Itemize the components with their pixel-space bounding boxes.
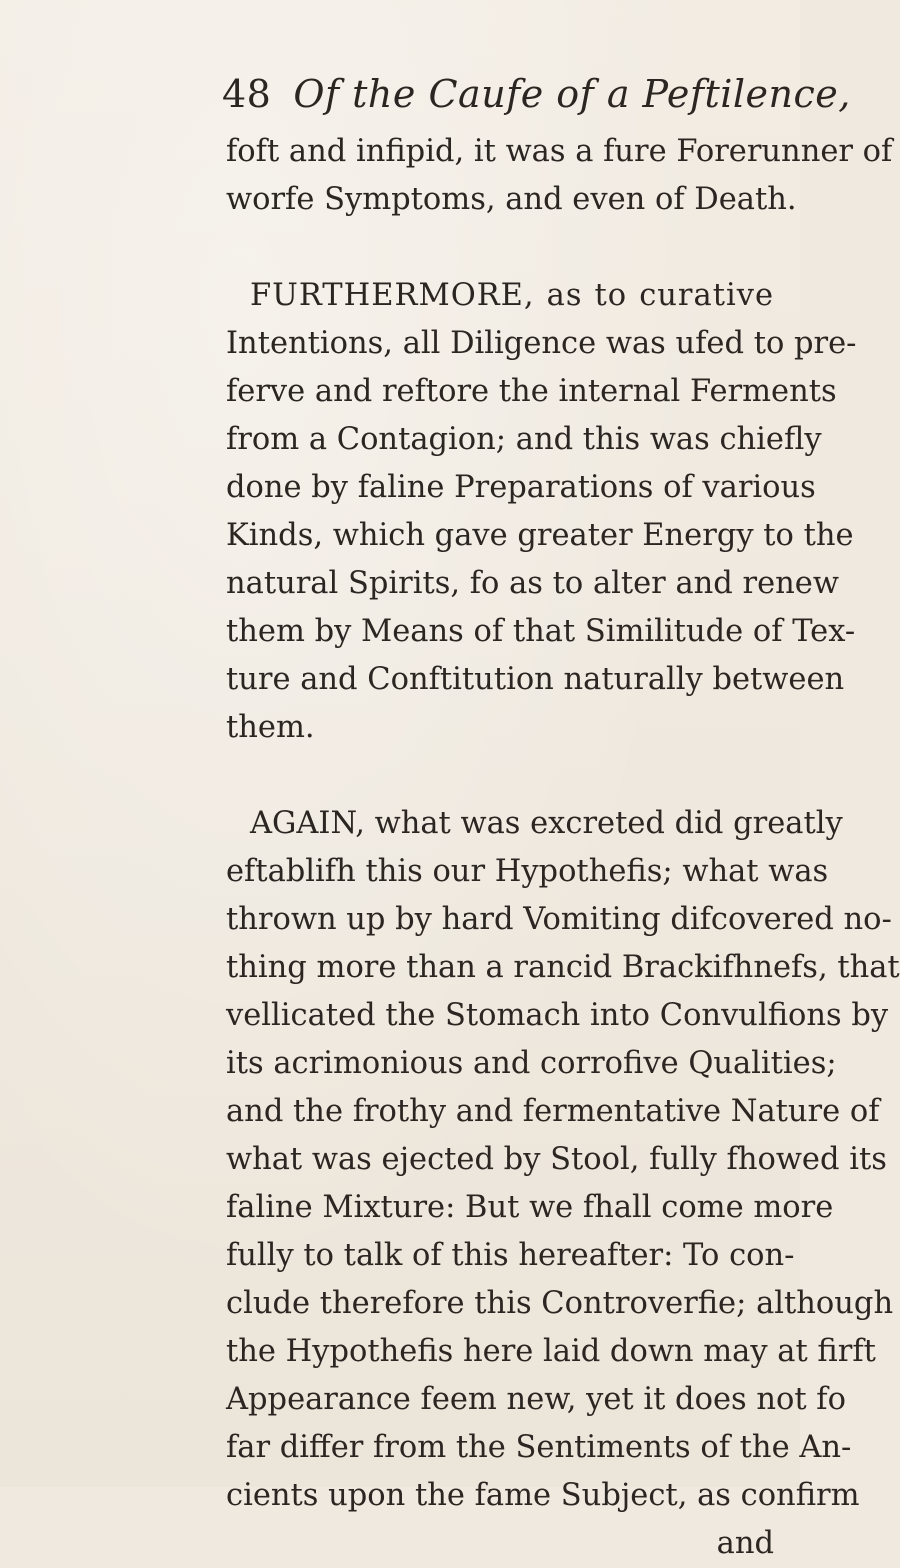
text-line: Appearance feem new, yet it does not fo	[226, 1382, 846, 1417]
text-line: ture and Conftitution naturally between	[226, 662, 845, 697]
text-line: thrown up by hard Vomiting difcovered no-	[226, 902, 892, 937]
text-line: clude therefore this Controverfie; although	[226, 1286, 894, 1321]
text-line: AGAIN, what was excreted did greatly	[250, 806, 843, 841]
text-line: eftablifh this our Hypothefis; what was	[226, 854, 829, 889]
catchword: and	[716, 1526, 774, 1561]
paragraph-gap	[226, 224, 774, 272]
text-line: fully to talk of this hereafter: To con-	[226, 1238, 795, 1273]
text-line: Intentions, all Diligence was ufed to pre-	[226, 326, 857, 361]
text-line: ferve and reftore the internal Ferments	[226, 374, 837, 409]
text-line: worfe Symptoms, and even of Death.	[226, 182, 797, 217]
text-line: far differ from the Sentiments of the An-	[226, 1430, 852, 1465]
text-line: vellicated the Stomach into Convulfions by	[226, 998, 889, 1033]
text-line: its acrimonious and corrofive Qualities;	[226, 1046, 837, 1081]
paragraph-gap	[226, 752, 774, 800]
text-line: faline Mixture: But we fhall come more	[226, 1190, 834, 1225]
text-line: done by faline Preparations of various	[226, 470, 816, 505]
body-text	[226, 128, 900, 1568]
text-line: from a Contagion; and this was chiefly	[226, 422, 822, 457]
text-line: them by Means of that Similitude of Tex-	[226, 614, 856, 649]
text-line: FURTHERMORE, as to curative	[250, 278, 774, 313]
text-line: the Hypothefis here laid down may at firft	[226, 1334, 876, 1369]
text-line: and the frothy and fermentative Nature of	[226, 1094, 880, 1129]
text-line: foft and infipid, it was a fure Forerunner of	[226, 134, 893, 169]
text-line: what was ejected by Stool, fully fhowed its	[226, 1142, 887, 1177]
text-line: thing more than a rancid Brackifhnefs, that	[226, 950, 900, 985]
text-line: cients upon the fame Subject, as confirm	[226, 1478, 860, 1513]
text-line: natural Spirits, fo as to alter and renew	[226, 566, 839, 601]
running-title: Of the Caufe of a Peftilence,	[293, 72, 851, 116]
text-line: Kinds, which gave greater Energy to the	[226, 518, 854, 553]
running-head	[222, 72, 851, 116]
page-number: 48	[222, 72, 272, 116]
text-line: them.	[226, 710, 315, 745]
